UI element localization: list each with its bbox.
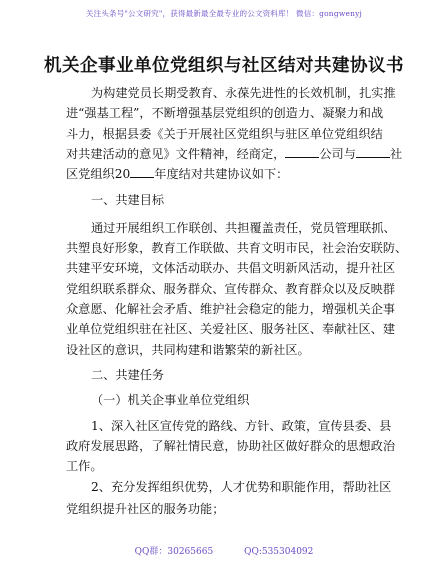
intro-line-4-a: 对共建活动的意见》文件精神，经商定， (66, 147, 286, 161)
goal-line-4: 党组织联系群众、服务群众、宣传群众、教育群众以及反映群 (66, 282, 396, 296)
qq-contact: QQ:535304092 (244, 547, 314, 557)
task1-line-3: 工作。 (66, 459, 103, 473)
goal-line-2: 共塑良好形象，教育工作联做、共育文明市民，社会治安联防、 (66, 241, 408, 255)
intro-line-4-c: 社 (389, 147, 403, 161)
promo-banner: 关注头条号"公文研究"，获得最新最全最专业的公文资料库！ 微信：gongwenyj (85, 9, 363, 18)
intro-line-5-a: 区党组织 (66, 167, 115, 181)
goal-line-7: 设社区的意识，共同构建和谐繁荣的新社区。 (66, 343, 310, 357)
page-footer (0, 544, 448, 557)
section-heading-1: 一、共建目标 (91, 193, 165, 207)
subsection-heading: （一）机关企事业单位党组织 (91, 393, 250, 407)
qq-group: QQ群：30265665 (134, 547, 214, 557)
blank-company (285, 145, 319, 158)
intro-line-5-c: 年度结对共建协议如下： (154, 167, 289, 181)
blank-year (130, 165, 154, 178)
section-heading-2: 二、共建任务 (91, 368, 165, 382)
goal-line-6: 业单位党组织驻在社区、关爱社区、服务社区、奉献社区、建 (66, 322, 396, 336)
intro-line-2: 进“强基工程”，不断增强基层党组织的创造力、凝聚力和战 (66, 106, 384, 120)
task2-line-1: 2、充分发挥组织优势，人才优势和职能作用，帮助社区 (91, 480, 392, 494)
task2-line-2: 党组织提升社区的服务功能； (66, 502, 225, 516)
task1-line-1: 1、深入社区宣传党的路线、方针、政策，宣传县委、县 (91, 419, 392, 433)
document-title: 机关企事业单位党组织与社区结对共建协议书 (44, 56, 404, 76)
year-prefix: 20 (114, 167, 131, 181)
intro-line-4 (66, 145, 402, 162)
goal-line-5: 众意愿、化解社会矛盾、维护社会稳定的能力，增强机关企事 (66, 302, 396, 316)
intro-line-5 (66, 165, 288, 182)
goal-line-3: 共建平安环境，文体活动联办、共倡文明新风活动，提升社区 (66, 261, 396, 275)
task1-line-2: 政府发展思路，了解社情民意，协助社区做好群众的思想政治 (66, 439, 396, 453)
blank-community (356, 145, 390, 158)
intro-line-3: 斗力，根据县委《关于开展社区党组织与驻区单位党组织结 (66, 127, 383, 141)
intro-line-1: 为构建党员长期受教育、永葆先进性的长效机制，扎实推 (91, 86, 396, 100)
intro-line-4-b: 公司与 (319, 147, 356, 161)
goal-line-1: 通过开展组织工作联创、共担覆盖责任，党员管理联抓、 (91, 221, 396, 235)
